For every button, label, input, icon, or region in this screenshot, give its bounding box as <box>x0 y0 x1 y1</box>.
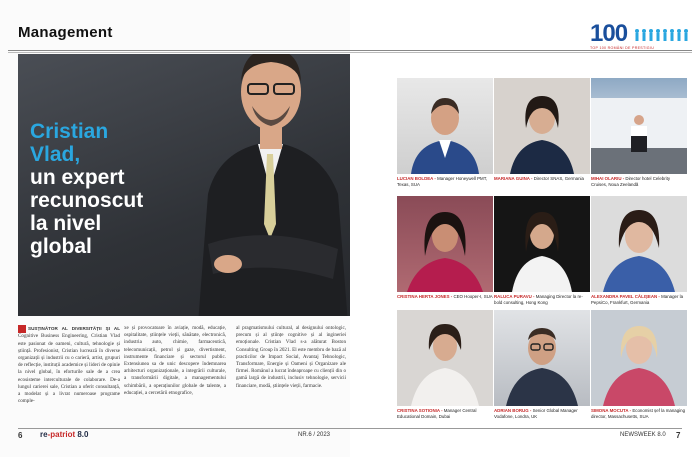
profile-name: CRISTINA SOTIONIA - <box>397 408 443 413</box>
dropcap-marker <box>18 325 26 333</box>
profile-card <box>494 78 590 182</box>
profile-role: Senior Global Manager Vodafone, Londra, UK <box>494 408 578 419</box>
footer-right-label: NEWSWEEK 8.0 <box>620 432 666 438</box>
profile-name: MIHAI OLARIU - <box>591 176 625 181</box>
profile-role: Manager Central Educational Domain, Dubai <box>397 408 477 419</box>
profile-photo <box>591 78 687 174</box>
profile-role: Director SNAS, Germania <box>533 176 584 181</box>
profile-card <box>591 196 687 305</box>
profile-name: ALEXANDRA PAVEL CĂLIȘEAN - <box>591 294 660 299</box>
headline-line-1: un expert <box>30 166 125 189</box>
top-100-logo <box>590 20 690 58</box>
profile-name: LUCIAN BOLDEA - <box>397 176 436 181</box>
article-col2-text: xe și provocatoare în aviație, modă, educație, ospitalitate, științele vieții, sănătate, electronică, industria auto, chimie, farmaceutică, telecomunicații, petrol și gaze, divertisment, instrumente financiare și sectorul public. Extensiunea sa de unic descopere îndemnarea arhitecturi organizaționale, a integrării culturale, a transformării digitale, a managementului schimbării, a operațiunilor globale de talente, a educației, a cercetării etnografice, <box>124 325 226 396</box>
profile-photo <box>494 196 590 292</box>
profile-name: CRISTINA HERTA JONES - <box>397 294 453 299</box>
profile-photo <box>397 310 493 406</box>
top-100-number: 100 <box>590 20 628 47</box>
profile-photo <box>494 78 590 174</box>
profile-photo <box>397 78 493 174</box>
profile-photo <box>397 196 493 292</box>
profile-role: Manager Honeywell PMT, Texas, SUA <box>397 176 488 187</box>
article-col1-text: Cognitive Business Engineering, Cristian Vlad este pasionat de oameni, cultură, tehnologie și știință. Profesionist, Cristian lucrează în diverse organizații și industrii cu o carieră, artist, grupuri de reflecție, instituții academice și lideri de opinie la nivel global, în eforturile sale de a crea ecosisteme interculturale de colaborare. De-a lungul carierei sale, Cristian a oferit consultanță, a modelat și a livrat numeroase programe comple- <box>18 333 120 405</box>
footer-rule <box>18 428 682 429</box>
footer-issue: NR.6 / 2023 <box>298 432 331 438</box>
hero-panel <box>18 54 350 316</box>
profile-role: Manager la PepsiCo, Frankfurt, Germania <box>591 294 684 305</box>
footer-brand-c: 8.0 <box>75 430 89 439</box>
profile-card <box>591 310 687 419</box>
article-column-3 <box>236 325 346 392</box>
article-col3-text: al pragmatismului cultural, al designului ontologic, precum și al științe cognitive și al ingineriei emoționale. Cristian Vlad s-a alăturat Boston Consulting Group în 2021. El este membru de bază al practicilor de Impact Social, Avantaj Tehnologic, Transformare, Energie și Oameni și Organizare ale firmei. Românul a lucrat îndeaproape cu clienții din o gamă largă de industrii, inclusiv tehnologie, servicii financiare, modă, științele vieții, farmacie. <box>236 325 346 389</box>
article-lead: SUSȚINĂTOR AL DIVERSITĂȚII ȘI AL <box>28 326 120 332</box>
profile-card <box>397 196 493 300</box>
page-number-right: 7 <box>676 431 681 440</box>
footer-brand-a: re <box>40 430 48 439</box>
headline-line-3: la nivel <box>30 212 102 235</box>
article-column-1 <box>18 325 120 407</box>
profile-card <box>397 310 493 419</box>
profile-photo <box>591 196 687 292</box>
headline-line-4: global <box>30 235 92 258</box>
profile-name: ADRIAN BORUG - <box>494 408 532 413</box>
cristian-vlad-portrait <box>188 54 350 316</box>
people-silhouettes-icon <box>634 28 690 42</box>
article-column-2 <box>124 325 226 399</box>
profile-card <box>494 196 590 305</box>
profile-name: MARIANA GUINA - <box>494 176 533 181</box>
hero-headline <box>30 120 170 258</box>
section-title: Management <box>18 24 113 41</box>
top-100-tagline: TOP 100 ROMÂNI DE PRESTIGIU <box>590 46 655 50</box>
profile-name: RALUCA PURAVU - <box>494 294 535 299</box>
profile-role: CEO Hooper-I, SUA <box>453 294 493 299</box>
profile-card <box>494 310 590 419</box>
footer-brand-b: -patriot <box>47 430 76 439</box>
profile-photo <box>591 310 687 406</box>
profile-card <box>397 78 493 187</box>
profile-photo <box>494 310 590 406</box>
page-number-left: 6 <box>18 431 23 440</box>
headline-name: Cristian <box>30 120 109 143</box>
profile-role: Managing Director la re-bold consulting, Hong Kong <box>494 294 583 305</box>
headline-surname: Vlad, <box>30 143 81 166</box>
profile-card <box>591 78 687 187</box>
profile-role: Economist șef la managing director, Massachusetts, SUA <box>591 408 686 419</box>
headline-line-2: recunoscut <box>30 189 144 212</box>
profile-role: Director hotel Celebrity Cruises, Noua Zeelandă <box>591 176 671 187</box>
profile-name: SIMONA MOCUTA - <box>591 408 632 413</box>
footer-brand <box>40 430 88 439</box>
